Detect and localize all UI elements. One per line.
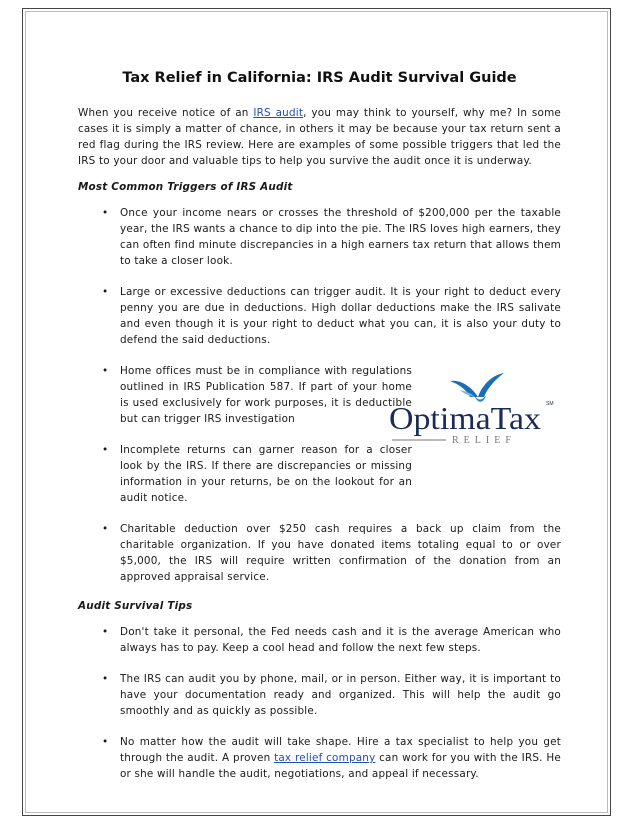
list-item: • No matter how the audit will take shape. Hire a tax specialist to help you get through the audit. A proven tax relief company can work for you with the IRS. He or she will handle the audit, negotiations, and appeal if necessary. bbox=[102, 736, 561, 780]
list-item: • Incomplete returns can garner reason for a closer look by the IRS. If there are discrepancies or missing information in your returns, be on the lookout for an audit notice. bbox=[102, 444, 412, 504]
list-item: • Home offices must be in compliance with regulations outlined in IRS Publication 587. If part of your home is used exclusively for work purposes, it is deductible but can trigger IRS investigation bbox=[102, 365, 412, 425]
list-item: • Charitable deduction over $250 cash requires a back up claim from the charitable organization. If you have donated items totaling equal to or over $5,000, the IRS will require written confirmation of the donation from an approved appraisal service. bbox=[102, 523, 561, 583]
tax-relief-company-link[interactable]: tax relief company bbox=[274, 752, 376, 764]
triggers-heading: Most Common Triggers of IRS Audit bbox=[78, 181, 293, 193]
irs-audit-link[interactable]: IRS audit bbox=[253, 107, 304, 119]
list-item: • Large or excessive deductions can trigger audit. It is your right to deduct every penny you are due in deductions. High dollar deductions make the IRS salivate and even though it is your right to deduct what you can, it is also your duty to defend the said deductions. bbox=[102, 286, 561, 346]
bullet: • bbox=[102, 365, 109, 377]
logo-sub-text: RELIEF bbox=[452, 435, 516, 446]
logo-brand-text: OptimaTax bbox=[389, 400, 541, 436]
bullet: • bbox=[102, 673, 109, 685]
tips-list bbox=[78, 624, 561, 782]
optimatax-logo bbox=[386, 357, 571, 457]
bullet: • bbox=[102, 736, 109, 748]
list-item: • The IRS can audit you by phone, mail, or in person. Either way, it is important to have your documentation ready and organized. This will help the audit go smoothly and as quickly as possible. bbox=[102, 673, 561, 717]
document-title: Tax Relief in California: IRS Audit Survival Guide bbox=[122, 70, 517, 86]
bullet: • bbox=[102, 626, 109, 638]
tips-heading: Audit Survival Tips bbox=[78, 600, 193, 612]
list-item: • Don't take it personal, the Fed needs cash and it is the average American who always has to pay. Keep a cool head and follow the next few steps. bbox=[102, 626, 561, 654]
bullet: • bbox=[102, 286, 109, 298]
list-item: • Once your income nears or crosses the threshold of $200,000 per the taxable year, the IRS wants a chance to dip into the pie. The IRS loves high earners, they can often find minute discrepancies in a high earners tax return that allows them to take a closer look. bbox=[102, 207, 561, 267]
bird-icon bbox=[450, 373, 504, 402]
logo-sm-mark: SM bbox=[546, 401, 554, 407]
bullet: • bbox=[102, 523, 109, 535]
bullet: • bbox=[102, 207, 109, 219]
bullet: • bbox=[102, 444, 109, 456]
intro-paragraph: When you receive notice of an IRS audit, you may think to yourself, why me? In some cases it is simply a matter of chance, in others it may be because your tax return sent a red flag during the IRS review. Here are examples of some possible triggers that led the IRS to your door and valuable tips to help you survive the audit once it is underway. bbox=[78, 107, 561, 167]
